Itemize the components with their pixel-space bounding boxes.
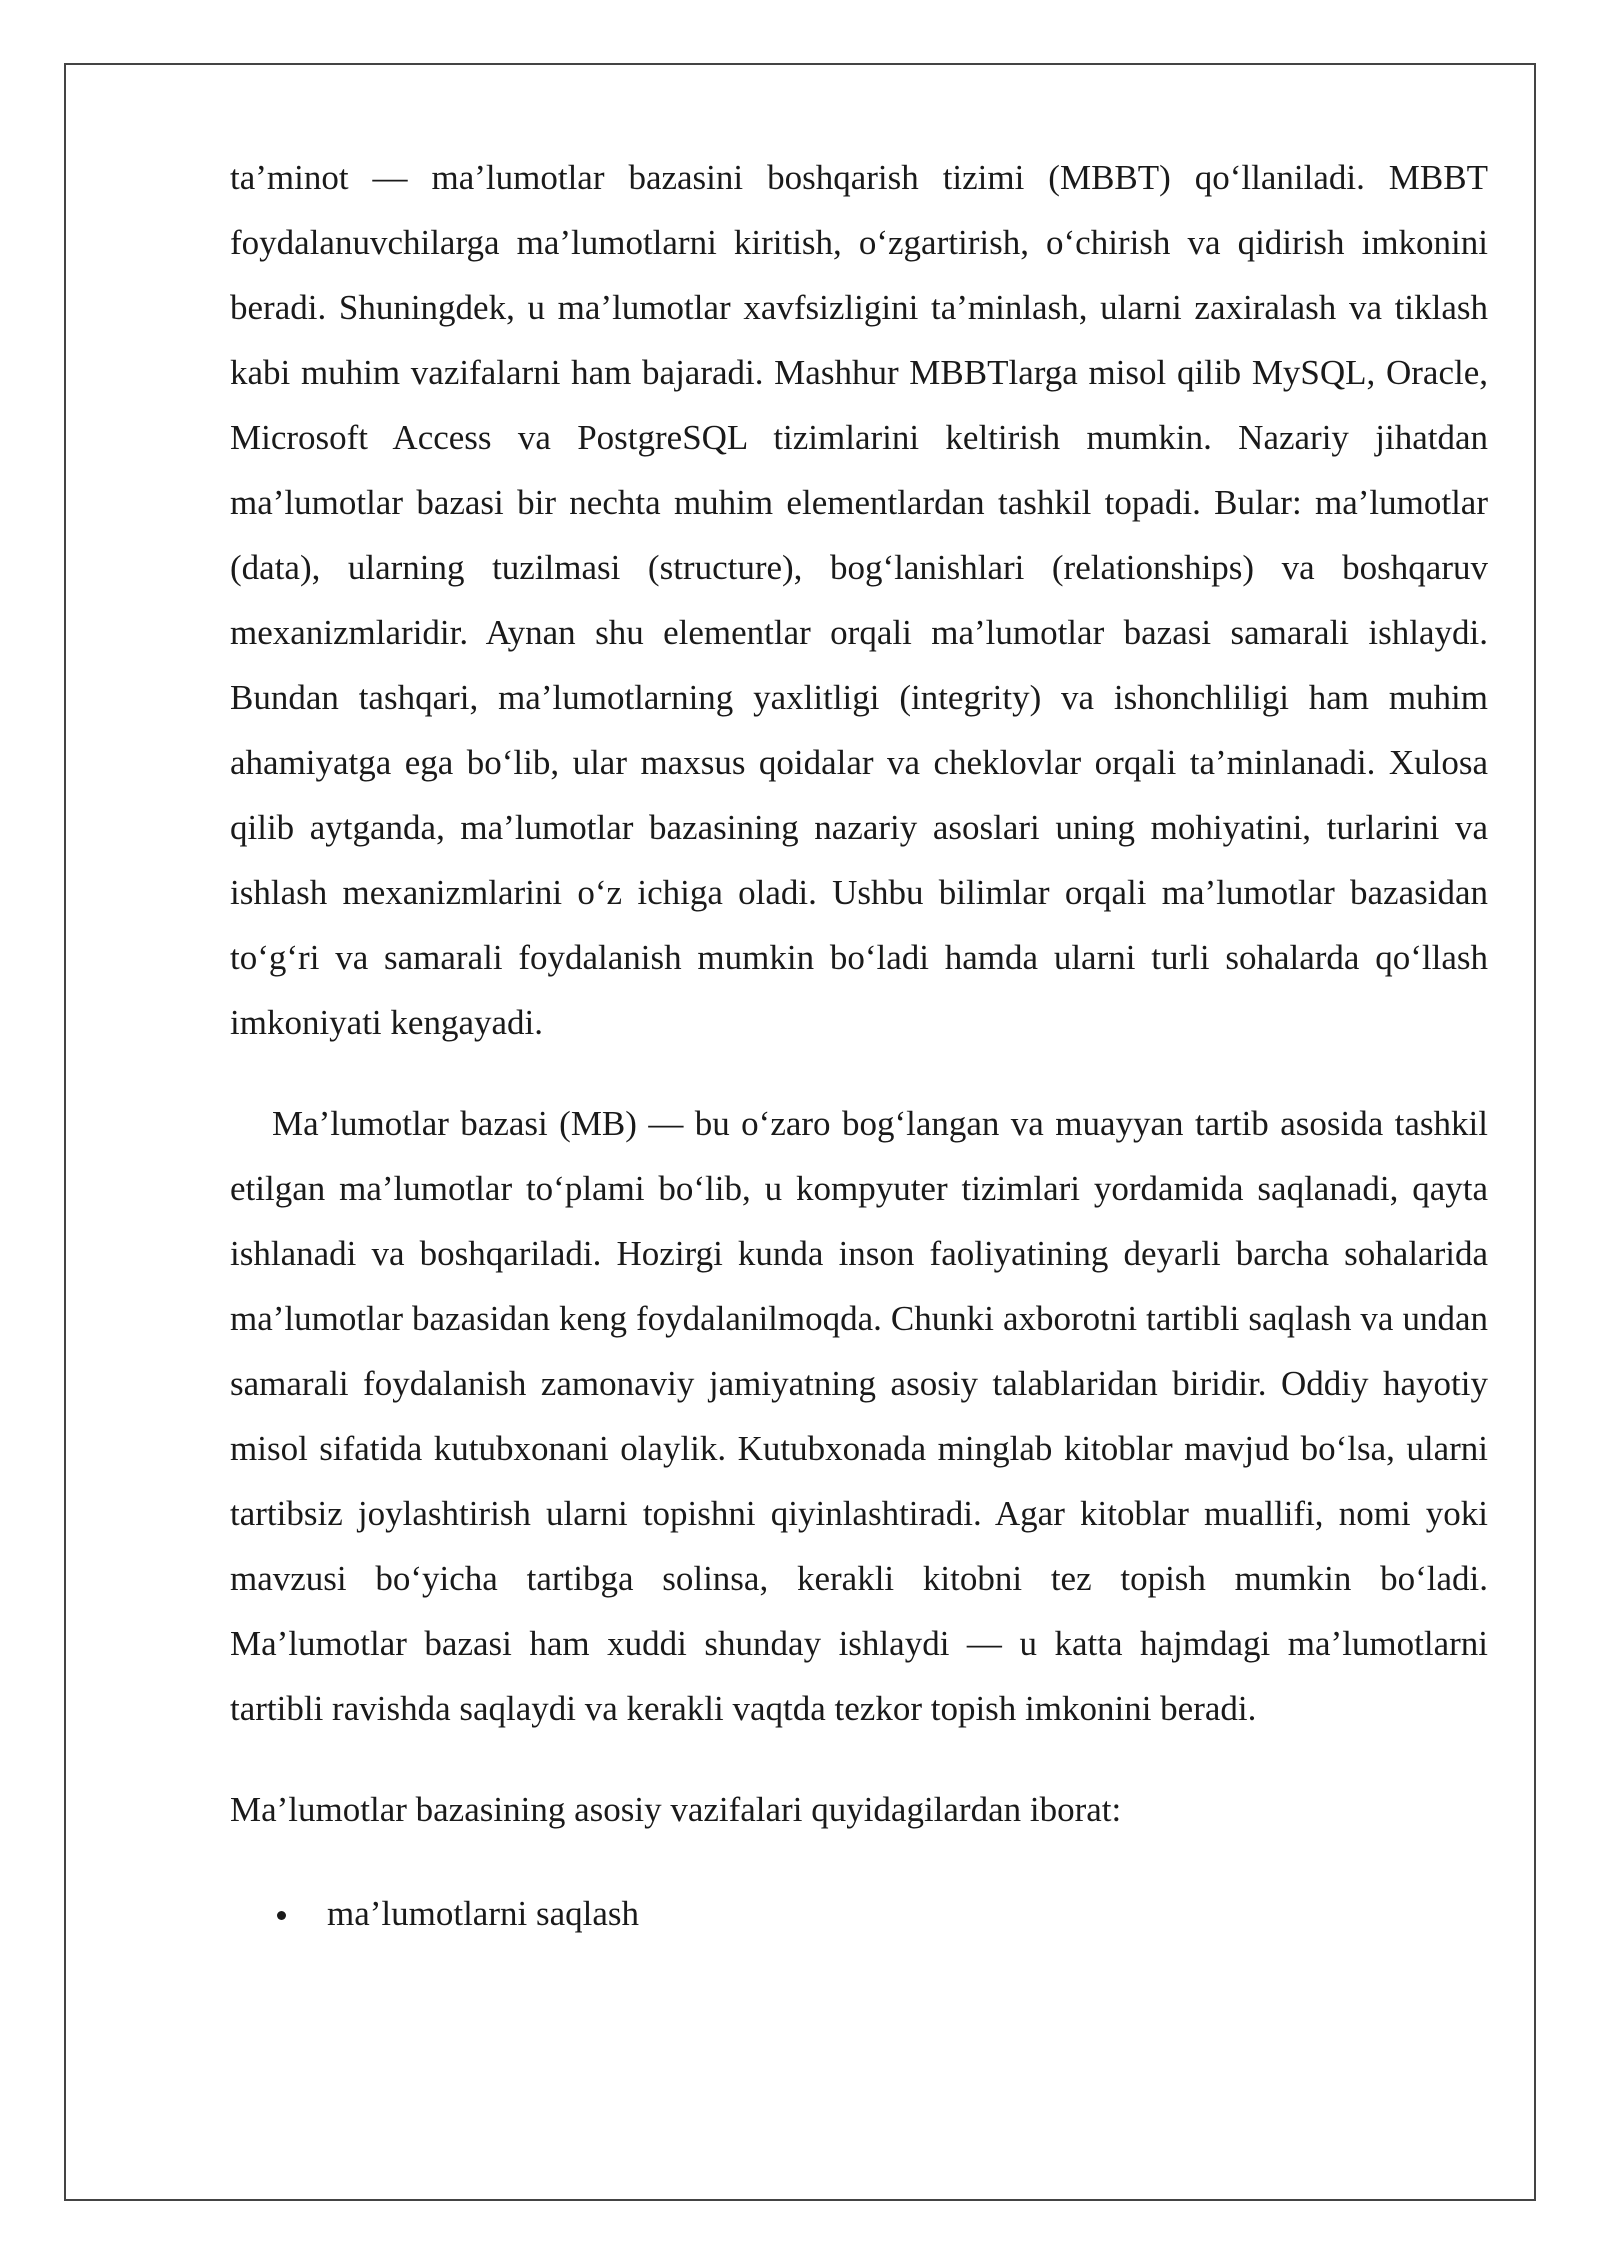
paragraph-mbbt-intro: ta’minot — ma’lumotlar bazasini boshqarish tizimi (MBBT) qo‘llaniladi. MBBT foydalanuvchilarga ma’lumotlarni kiritish, o‘zgartirish, o‘chirish va qidirish imkonini beradi. Shuningdek, u ma’lumotlar xavfsizligini ta’minlash, ularni zaxiralash va tiklash kabi muhim vazifalarni ham bajaradi. Mashhur MBBTlarga misol qilib MySQL, Oracle, Microsoft Access va PostgreSQL tizimlarini keltirish mumkin. Nazariy jihatdan ma’lumotlar bazasi bir nechta muhim elementlardan tashkil topadi. Bular: ma’lumotlar (data), ularning tuzilmasi (structure), bog‘lanishlari (relationships) va boshqaruv mexanizmlaridir. Aynan shu elementlar orqali ma’lumotlar bazasi samarali ishlaydi. Bundan tashqari, ma’lumotlarning yaxlitligi (integrity) va ishonchliligi ham muhim ahamiyatga ega bo‘lib, ular maxsus qoidalar va cheklovlar orqali ta’minlanadi. Xulosa qilib aytganda, ma’lumotlar bazasining nazariy asoslari uning mohiyatini, turlarini va ishlash mexanizmlarini o‘z ichiga oladi. Ushbu bilimlar orqali ma’lumotlar bazasidan to‘g‘ri va samarali foydalanish mumkin bo‘ladi hamda ularni turli sohalarda qo‘llash imkoniyati kengayadi. [230, 158, 1488, 1042]
list-item [230, 1881, 1488, 1946]
functions-list [230, 1881, 1488, 1946]
list-item-text: ma’lumotlarni saqlash [327, 1894, 640, 1933]
paragraph-functions-heading: Ma’lumotlar bazasining asosiy vazifalari quyidagilardan iborat: [230, 1790, 1122, 1829]
bullet-icon [277, 1911, 286, 1920]
paragraph-database-definition: Ma’lumotlar bazasi (MB) — bu o‘zaro bog‘langan va muayyan tartib asosida tashkil etilgan ma’lumotlar to‘plami bo‘lib, u kompyuter tizimlari yordamida saqlanadi, qayta ishlanadi va boshqariladi. Hozirgi kunda inson faoliyatining deyarli barcha sohalarida ma’lumotlar bazasidan keng foydalanilmoqda. Chunki axborotni tartibli saqlash va undan samarali foydalanish zamonaviy jamiyatning asosiy talablaridan biridir. Oddiy hayotiy misol sifatida kutubxonani olaylik. Kutubxonada minglab kitoblar mavjud bo‘lsa, ularni tartibsiz joylashtirish ularni topishni qiyinlashtiradi. Agar kitoblar muallifi, nomi yoki mavzusi bo‘yicha tartibga solinsa, kerakli kitobni tez topish mumkin bo‘ladi. Ma’lumotlar bazasi ham xuddi shunday ishlaydi — u katta hajmdagi ma’lumotlarni tartibli ravishda saqlaydi va kerakli vaqtda tezkor topish imkonini beradi. [230, 1104, 1488, 1728]
document-body [230, 145, 1488, 1946]
